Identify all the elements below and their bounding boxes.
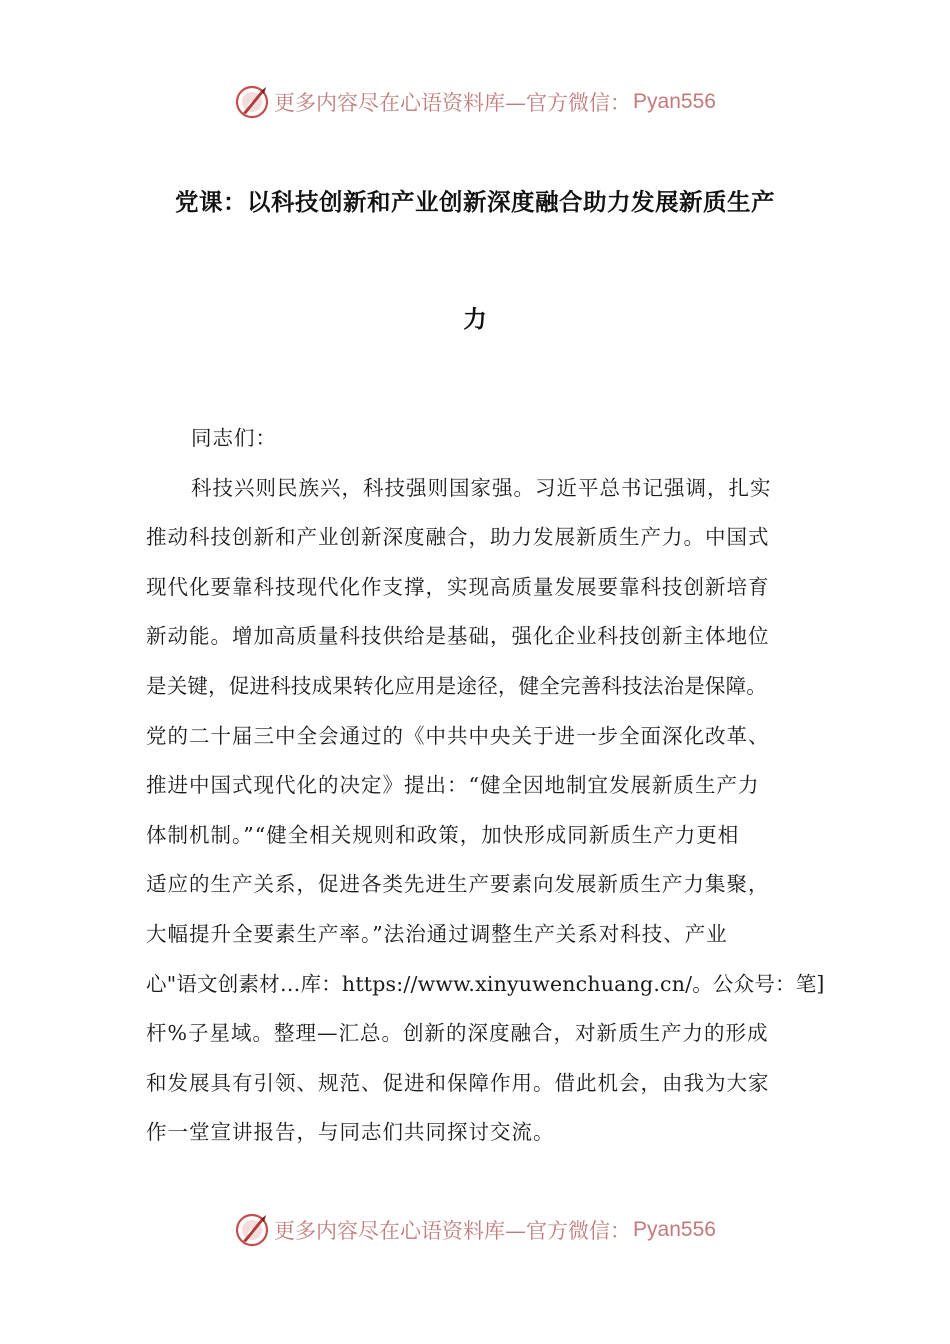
paragraph-line: 作一堂宣讲报告，与同志们共同探讨交流。 xyxy=(146,1120,555,1145)
paragraph-line: 现代化要靠科技现代化作支撑，实现高质量发展要靠科技创新培育 xyxy=(146,574,770,599)
watermark-wechat-id: Pyan556 xyxy=(633,1218,716,1241)
paragraph-line: 推进中国式现代化的决定》提出：“健全因地制宜发展新质生产力 xyxy=(146,773,760,798)
footer-watermark xyxy=(0,1210,950,1250)
paragraph-line: 党的二十届三中全会通过的《中共中央关于进一步全面深化改革、 xyxy=(146,723,770,748)
paragraph-line: 大幅提升全要素生产率。”法治通过调整生产关系对科技、产业 xyxy=(146,921,728,946)
document-title-line-1: 党课：以科技创新和产业创新深度融合助力发展新质生产 xyxy=(175,188,775,216)
paragraph-line: 体制机制。”“健全相关规则和政策，加快形成同新质生产力更相 xyxy=(146,822,740,847)
document-title-line-2: 力 xyxy=(463,305,487,333)
paragraph-line: 新动能。增加高质量科技供给是基础，强化企业科技创新主体地位 xyxy=(146,624,770,649)
salutation: 同志们： xyxy=(191,426,277,450)
paragraph-line: 和发展具有引领、规范、促进和保障作用。借此机会，由我为大家 xyxy=(146,1070,770,1095)
quill-pen-icon xyxy=(234,1212,270,1248)
quill-pen-icon xyxy=(234,84,270,120)
watermark-tagline: 更多内容尽在心语资料库—官方微信： xyxy=(274,1219,632,1243)
paragraph-line: 推动科技创新和产业创新深度融合，助力发展新质生产力。中国式 xyxy=(146,525,770,550)
paragraph-line: 杆%子星域。整理—汇总。创新的深度融合，对新质生产力的形成 xyxy=(146,1021,769,1046)
document-body xyxy=(146,414,826,1158)
header-watermark xyxy=(0,82,950,122)
watermark-tagline: 更多内容尽在心语资料库—官方微信： xyxy=(274,91,632,115)
watermark-wechat-id: Pyan556 xyxy=(633,90,716,113)
paragraph-line: 心"语文创素材…库：https://www.xinyuwenchuang.cn/。公众号：笔] xyxy=(146,971,825,996)
paragraph-line: 适应的生产关系，促进各类先进生产要素向发展新质生产力集聚， xyxy=(146,872,770,897)
paragraph-line: 科技兴则民族兴，科技强则国家强。习近平总书记强调，扎实 xyxy=(191,475,772,500)
paragraph-line: 是关键，促进科技成果转化应用是途径，健全完善科技法治是保障。 xyxy=(146,673,767,698)
